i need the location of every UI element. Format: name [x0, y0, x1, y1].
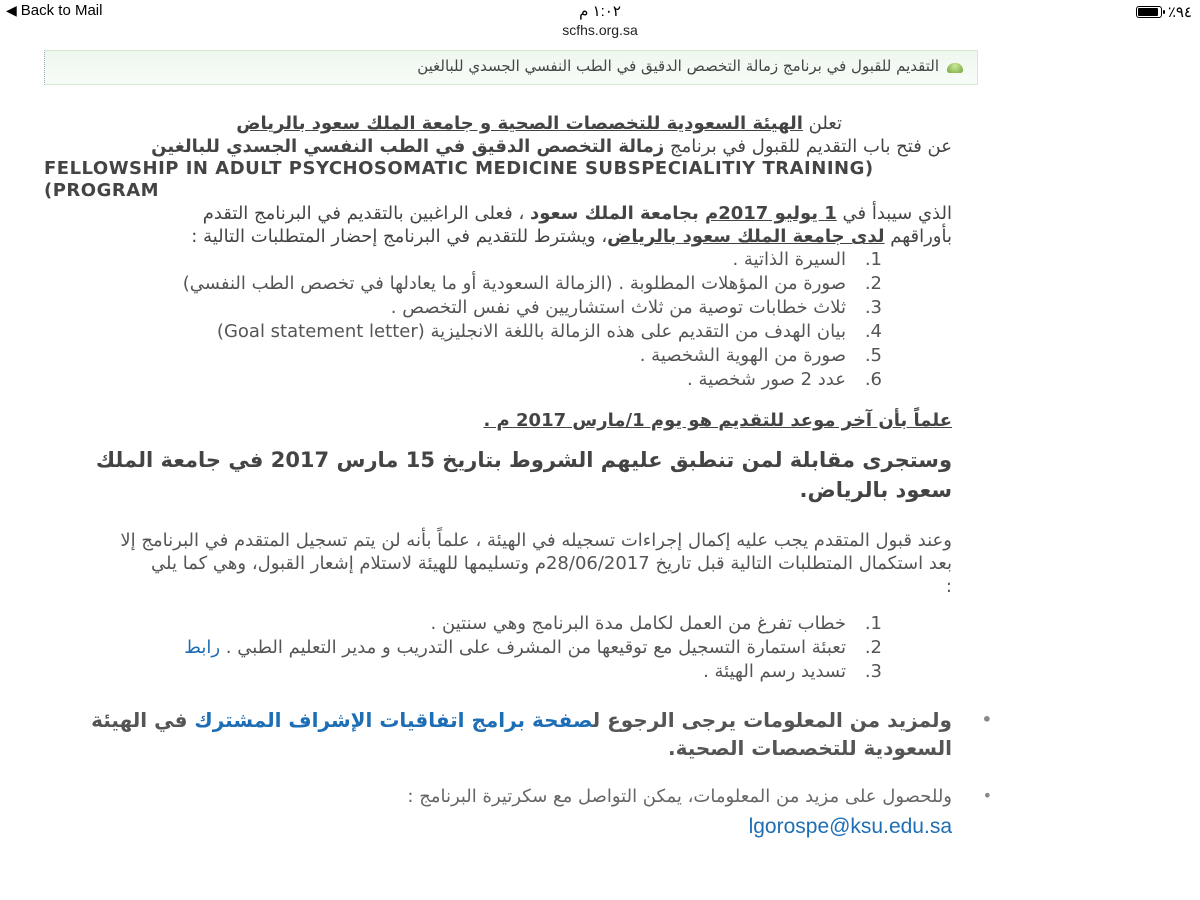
start-date: 1 يوليو 2017م [704, 203, 837, 224]
list-item: 6. عدد 2 صور شخصية . [687, 369, 882, 390]
clock: ١:٠٢ م [579, 3, 621, 20]
announcement-content [44, 112, 992, 839]
list-item: 4. بيان الهدف من التقديم على هذه الزمالة باللغة الانجليزية (Goal statement letter) [216, 321, 882, 342]
announce-line [44, 112, 842, 135]
battery-percent: ٪٩٤ [1167, 4, 1192, 21]
list-item: 2. تعبئة استمارة التسجيل مع توقيعها من المشرف على التدريب و مدير التعليم الطبي . رابط [184, 637, 882, 658]
registration-form-link[interactable]: رابط [184, 637, 221, 658]
program-prefix: عن فتح باب التقديم للقبول في برنامج [664, 136, 952, 157]
list-item: 3. ثلاث خطابات توصية من ثلاث استشاريين في نفس التخصص . [390, 297, 882, 318]
more-info-paragraph: • ولمزيد من المعلومات يرجى الرجوع لصفحة برامج اتفاقيات الإشراف المشترك في الهيئة السعودية للتخصصات الصحية. [91, 708, 992, 760]
leaf-icon [947, 63, 963, 73]
start-prefix: الذي سيبدأ في [836, 203, 952, 224]
acceptance-paragraph [44, 529, 952, 598]
start-suffix: ، فعلى الراغبين بالتقديم في البرنامج التقدم [202, 203, 530, 224]
contact-paragraph: • وللحصول على مزيد من المعلومات، يمكن التواصل مع سكرتيرة البرنامج : [407, 786, 992, 807]
start-line [44, 202, 952, 225]
bullet-icon: • [982, 786, 992, 805]
list-item: 2. صورة من المؤهلات المطلوبة . (الزمالة السعودية أو ما يعادلها في تخصص الطب النفسي) [182, 273, 882, 294]
list-item: 5. صورة من الهوية الشخصية . [639, 345, 882, 366]
docs-suffix: ، ويشترط للتقديم في البرنامج إحضار المتطلبات التالية : [191, 226, 608, 247]
list-item: 3. تسديد رسم الهيئة . [703, 661, 882, 682]
acceptance-line-2: بعد استكمال المتطلبات التالية قبل تاريخ 28/06/2017م وتسليمها للهيئة لاستلام إشعار القبول، وهي كما يلي [151, 553, 952, 574]
page-header-box [44, 50, 978, 85]
battery-icon [1136, 6, 1162, 18]
status-bar [0, 0, 1200, 22]
announce-prefix: تعلن [802, 113, 842, 134]
program-name: زمالة التخصص الدقيق في الطب النفسي الجسدي للبالغين [151, 136, 665, 157]
docs-place: لدى جامعة الملك سعود بالرياض [607, 226, 885, 247]
list-item: 1. خطاب تفرغ من العمل لكامل مدة البرنامج وهي سنتين . [430, 613, 882, 634]
url-bar[interactable]: scfhs.org.sa [562, 22, 638, 38]
post-requirements-list [44, 612, 882, 684]
interview-note: وستجرى مقابلة لمن تنطبق عليهم الشروط بتاريخ 15 مارس 2017 في جامعة الملك سعود بالرياض. [95, 448, 952, 502]
documents-line [44, 225, 952, 248]
joint-supervision-link[interactable]: صفحة برامج اتفاقيات الإشراف المشترك [194, 708, 593, 732]
list-item: 1. السيرة الذاتية . [732, 249, 882, 270]
battery-fill [1138, 8, 1159, 16]
english-program-title: FELLOWSHIP IN ADULT PSYCHOSOMATIC MEDICINE SUBSPECIALITIY TRAINING) (PROGRAM [44, 158, 874, 201]
acceptance-line-1: وعند قبول المتقدم يجب عليه إكمال إجراءات تسجيله في الهيئة ، علماً بأنه لن يتم تسجيل المتقدم في البرنامج إلا [120, 530, 952, 551]
secretary-email-link[interactable]: lgorospe@ksu.edu.sa [748, 815, 952, 838]
start-place: بجامعة الملك سعود [529, 203, 705, 224]
battery-indicator [1136, 3, 1192, 21]
acceptance-line-3: : [945, 576, 952, 597]
announce-body: الهيئة السعودية للتخصصات الصحية و جامعة الملك سعود بالرياض [236, 113, 803, 134]
page-title: التقديم للقبول في برنامج زمالة التخصص الدقيق في الطب النفسي الجسدي للبالغين [417, 57, 939, 75]
bullet-icon: • [981, 710, 992, 729]
program-line [44, 135, 952, 158]
back-label: Back to Mail [20, 2, 103, 19]
deadline-note: علماً بأن آخر موعد للتقديم هو يوم 1/مارس 2017 م . [483, 410, 952, 431]
requirements-list [44, 248, 882, 392]
docs-prefix: بأوراقهم [884, 226, 952, 247]
chevron-left-icon: ◀ [6, 2, 17, 18]
